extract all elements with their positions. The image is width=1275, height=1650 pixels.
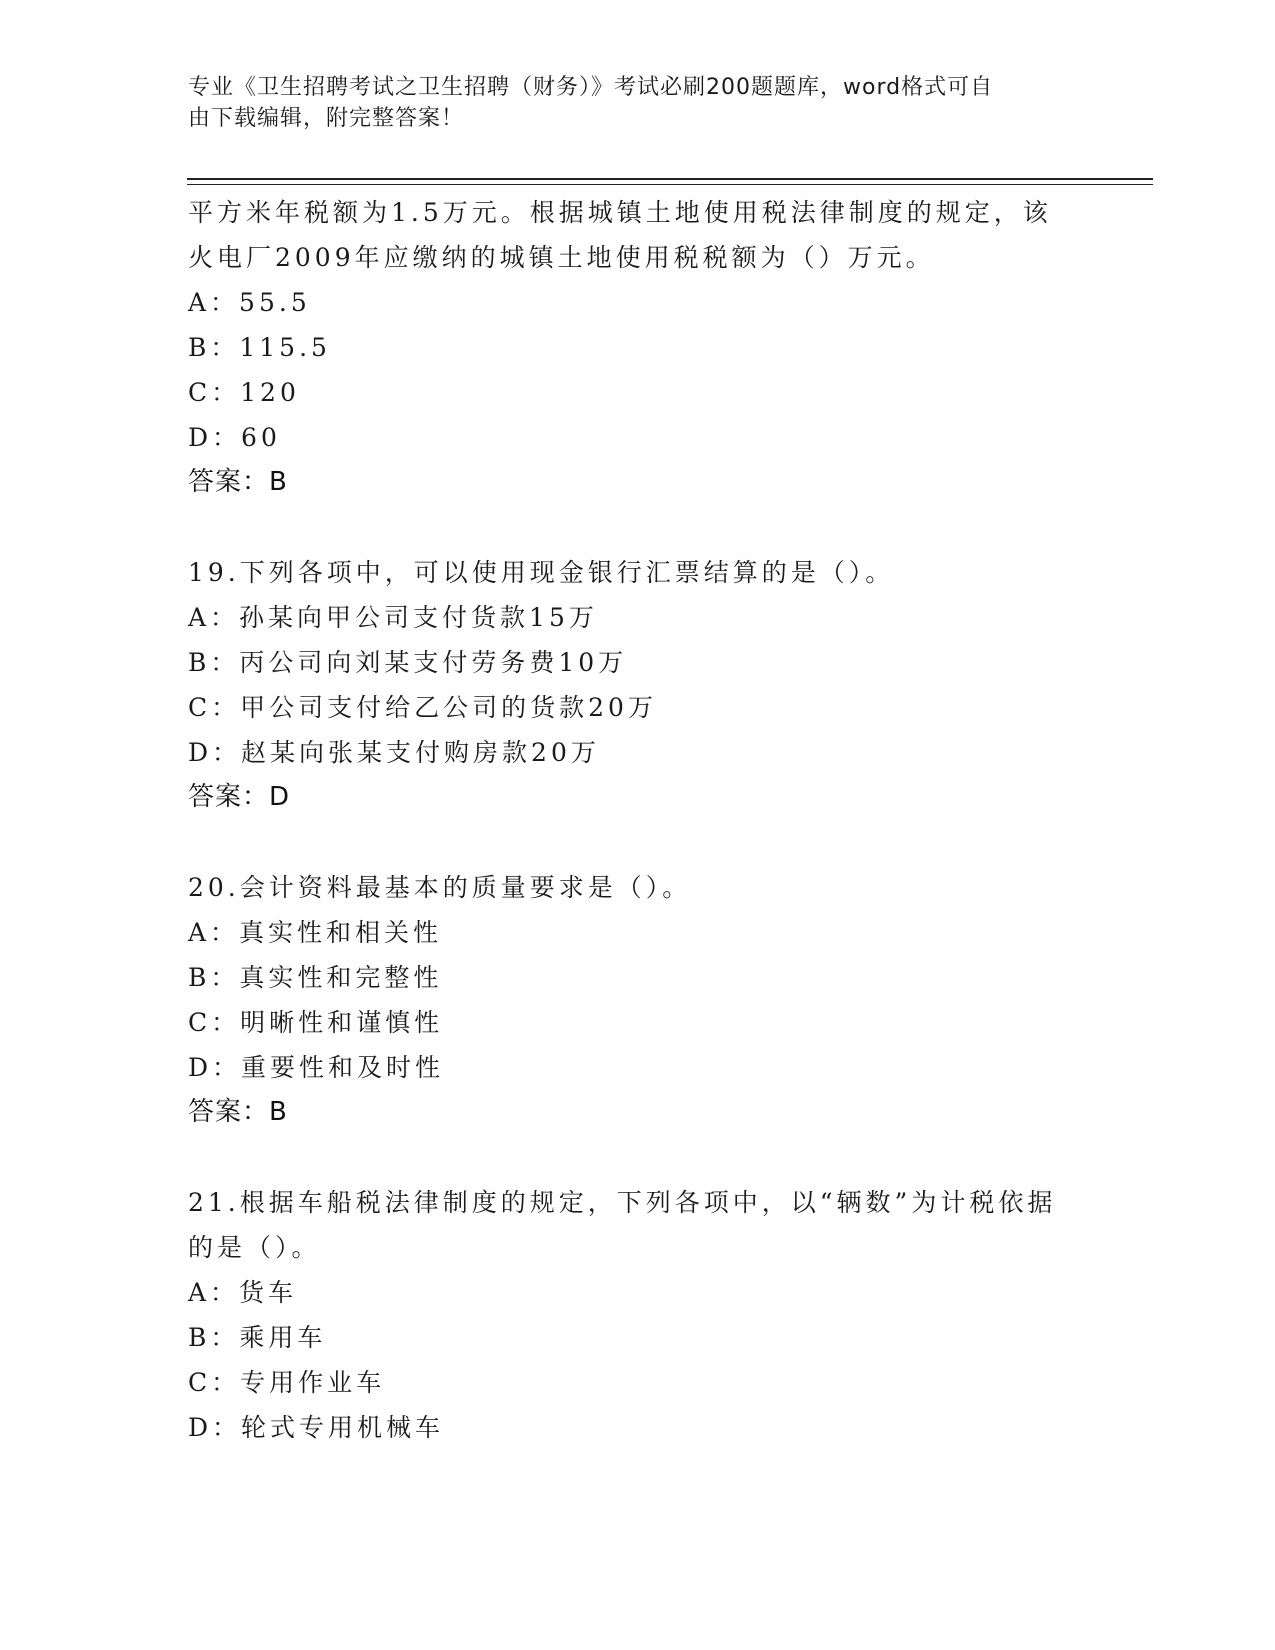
option-b: B：真实性和完整性 <box>188 963 443 992</box>
option-d: D：60 <box>188 423 281 452</box>
option-b: B：丙公司向刘某支付劳务费10万 <box>188 648 628 677</box>
answer-line: 答案：B <box>188 467 288 497</box>
header-divider-thin <box>187 184 1153 185</box>
question-text-line: 平方米年税额为1.5万元。根据城镇土地使用税法律制度的规定，该 <box>188 198 1052 227</box>
spacer <box>188 1135 1088 1180</box>
question-text-line: 的是（）。 <box>188 1233 321 1262</box>
option-c: C：甲公司支付给乙公司的货款20万 <box>188 693 657 722</box>
option-d: D：重要性和及时性 <box>188 1053 445 1082</box>
option-c: C：120 <box>188 378 300 407</box>
option-c: C：明晰性和谨慎性 <box>188 1008 444 1037</box>
option-d: D：赵某向张某支付购房款20万 <box>188 738 600 767</box>
answer-line: 答案：B <box>188 1097 288 1127</box>
option-a: A：孙某向甲公司支付货款15万 <box>188 603 598 632</box>
header-line-2: 由下载编辑，附完整答案！ <box>188 106 465 131</box>
header-divider-thick <box>187 178 1153 180</box>
question-text-line: 21.根据车船税法律制度的规定，下列各项中，以“辆数”为计税依据 <box>188 1188 1057 1217</box>
answer-line: 答案：D <box>188 782 291 812</box>
spacer <box>188 505 1088 550</box>
question-text-line: 20.会计资料最基本的质量要求是（）。 <box>188 873 692 902</box>
option-c: C：专用作业车 <box>188 1368 386 1397</box>
document-header <box>188 72 1068 134</box>
question-21 <box>188 1180 1088 1450</box>
spacer <box>188 820 1088 865</box>
question-continued <box>188 190 1088 505</box>
option-b: B：115.5 <box>188 333 331 362</box>
questions-content <box>188 190 1088 1450</box>
option-a: A：真实性和相关性 <box>188 918 443 947</box>
option-a: A：55.5 <box>188 288 311 317</box>
option-a: A：货车 <box>188 1278 298 1307</box>
option-b: B：乘用车 <box>188 1323 327 1352</box>
option-d: D：轮式专用机械车 <box>188 1413 445 1442</box>
question-19 <box>188 550 1088 820</box>
header-line-1: 专业《卫生招聘考试之卫生招聘（财务）》考试必刷200题题库，word格式可自 <box>188 75 994 100</box>
question-20 <box>188 865 1088 1135</box>
question-text-line: 19.下列各项中，可以使用现金银行汇票结算的是（）。 <box>188 558 895 587</box>
question-text-line: 火电厂2009年应缴纳的城镇土地使用税税额为（）万元。 <box>188 243 935 272</box>
